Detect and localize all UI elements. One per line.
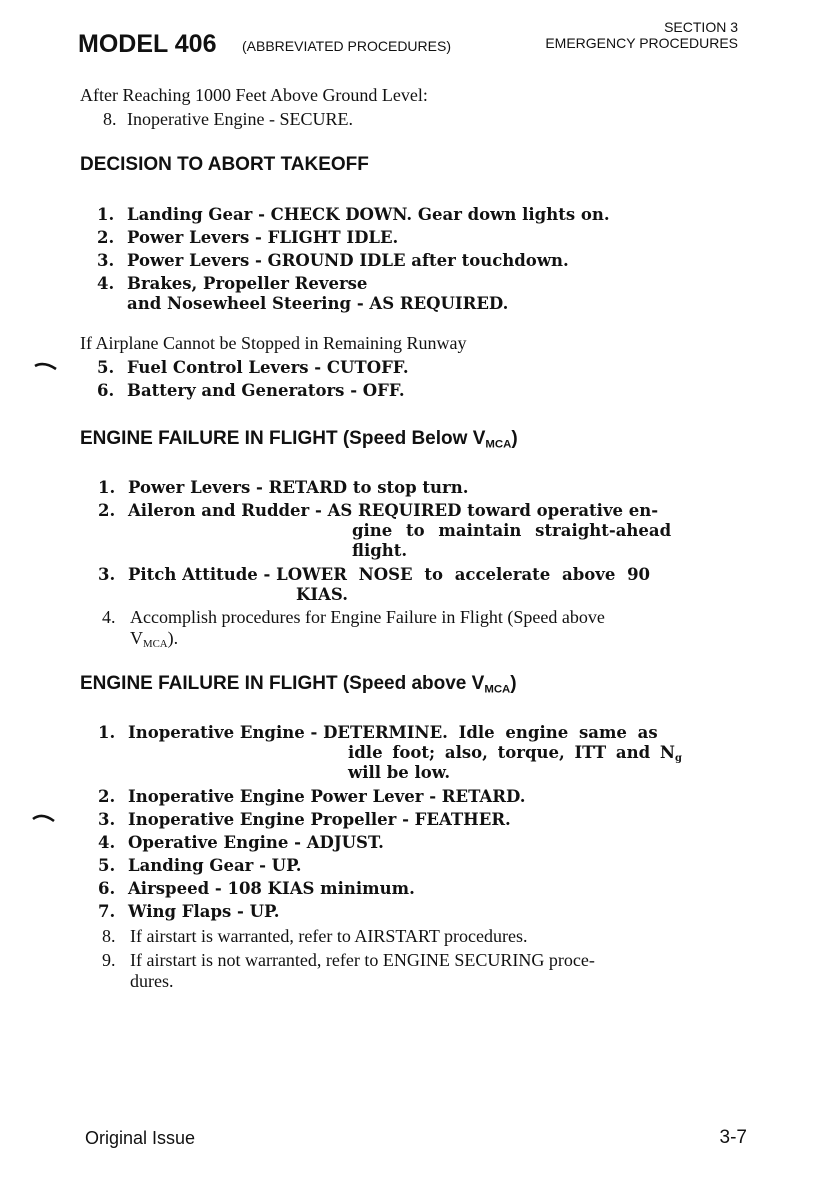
model-title: MODEL 406 (78, 30, 217, 58)
step-number: 8. (103, 109, 117, 129)
step-text-continued: and Nosewheel Steering - AS REQUIRED. (127, 294, 509, 313)
section-heading-abort: DECISION TO ABORT TAKEOFF (80, 154, 369, 175)
ng-subscript: g (674, 752, 682, 764)
above-step (98, 808, 511, 831)
vmca-subscript: MCA (143, 638, 168, 651)
step-text: Brakes, Propeller Reverse (127, 274, 368, 293)
intro-line: After Reaching 1000 Feet Above Ground Level: (80, 85, 428, 105)
below-step (98, 563, 650, 586)
change-bar-mark (32, 813, 56, 823)
step-number: 9. (102, 950, 116, 970)
step-text: Inoperative Engine Propeller - FEATHER. (128, 810, 511, 829)
step-text-continued: will be low. (348, 763, 451, 782)
above-step (98, 831, 384, 854)
step-text: Inoperative Engine - SECURE. (127, 109, 353, 129)
change-bar-mark (34, 362, 58, 372)
abort-note: If Airplane Cannot be Stopped in Remaining Runway (80, 333, 467, 353)
heading-end: ) (511, 428, 518, 449)
step-label: Pitch Attitude - (128, 565, 277, 584)
step-number: 5. (98, 856, 116, 875)
step-text: Operative Engine - ADJUST. (128, 833, 384, 852)
step-text: Power Levers - GROUND IDLE after touchdown. (127, 251, 569, 270)
step-text: DETERMINE. Idle engine same as (323, 723, 658, 742)
step-number: 2. (97, 228, 115, 247)
step-text-continued: gine to maintain straight-ahead (352, 521, 672, 540)
heading-subscript: MCA (485, 438, 512, 451)
step-text: Landing Gear - CHECK DOWN. Gear down lights on. (127, 205, 610, 224)
step-number: 2. (98, 501, 116, 520)
step-number: 6. (98, 879, 116, 898)
abort-step (97, 203, 610, 226)
section-heading-below-vmca (80, 428, 518, 450)
step-text: Battery and Generators - OFF. (127, 381, 405, 400)
step-number: 1. (98, 478, 116, 497)
above-step (98, 877, 415, 900)
abort-step (97, 249, 569, 272)
heading-text: ENGINE FAILURE IN FLIGHT (Speed above V (80, 673, 485, 694)
step-text: AS REQUIRED toward operative en- (327, 501, 659, 520)
step-text-continued (130, 627, 178, 656)
step-text: Fuel Control Levers - CUTOFF. (127, 358, 409, 377)
abort-step (97, 379, 405, 402)
above-step (98, 900, 279, 923)
step-number: 6. (97, 381, 115, 400)
step-number: 4. (102, 607, 116, 627)
below-step (102, 606, 605, 629)
section-heading-above-vmca (80, 673, 517, 695)
step-text: Airspeed - 108 KIAS minimum. (128, 879, 415, 898)
section-title: EMERGENCY PROCEDURES (545, 35, 738, 51)
step-text: Inoperative Engine Power Lever - RETARD. (128, 787, 526, 806)
below-step (98, 476, 468, 499)
step-text: idle foot; also, torque, ITT and N (348, 743, 675, 762)
heading-subscript: MCA (484, 683, 511, 696)
header-subtitle: (ABBREVIATED PROCEDURES) (242, 38, 451, 54)
step-text: Accomplish procedures for Engine Failure in Flight (Speed above (130, 607, 605, 627)
above-step (98, 785, 525, 808)
step-text: Landing Gear - UP. (128, 856, 302, 875)
step-number: 1. (98, 723, 116, 742)
step-number: 8. (102, 926, 116, 946)
step-label: Inoperative Engine - (128, 723, 324, 742)
step-number: 3. (98, 565, 116, 584)
step-number: 7. (98, 902, 116, 921)
step-text: LOWER NOSE to accelerate above 90 (276, 565, 651, 584)
step-number: 1. (97, 205, 115, 224)
footer-issue: Original Issue (85, 1128, 196, 1148)
step-text: If airstart is warranted, refer to AIRSTART procedures. (130, 926, 528, 946)
step-label: Aileron and Rudder - (128, 501, 328, 520)
abort-step (97, 356, 409, 379)
section-label (545, 19, 738, 51)
step-text: Wing Flaps - UP. (128, 902, 280, 921)
abort-step (97, 226, 398, 249)
heading-end: ) (510, 673, 517, 694)
step-text-continued: KIAS. (296, 585, 348, 604)
step-text-continued: dures. (130, 971, 174, 991)
above-step (102, 949, 595, 972)
step-number: 4. (97, 274, 115, 293)
above-step (102, 925, 528, 948)
step-text: Power Levers - FLIGHT IDLE. (127, 228, 399, 247)
step-number: 2. (98, 787, 116, 806)
page-number: 3-7 (719, 1127, 747, 1148)
step-number: 4. (98, 833, 116, 852)
step-number: 3. (97, 251, 115, 270)
step-number: 5. (97, 358, 115, 377)
step-text: Power Levers - RETARD to stop turn. (128, 478, 469, 497)
above-step (98, 854, 302, 877)
step-text-continued: flight. (352, 541, 408, 560)
step-number: 3. (98, 810, 116, 829)
vmca-v: V (130, 628, 143, 648)
section-number: SECTION 3 (664, 19, 738, 35)
intro-step (103, 108, 353, 131)
vmca-end: ). (167, 628, 179, 648)
step-text: If airstart is not warranted, refer to ENGINE SECURING proce- (130, 950, 595, 970)
heading-text: ENGINE FAILURE IN FLIGHT (Speed Below V (80, 428, 486, 449)
